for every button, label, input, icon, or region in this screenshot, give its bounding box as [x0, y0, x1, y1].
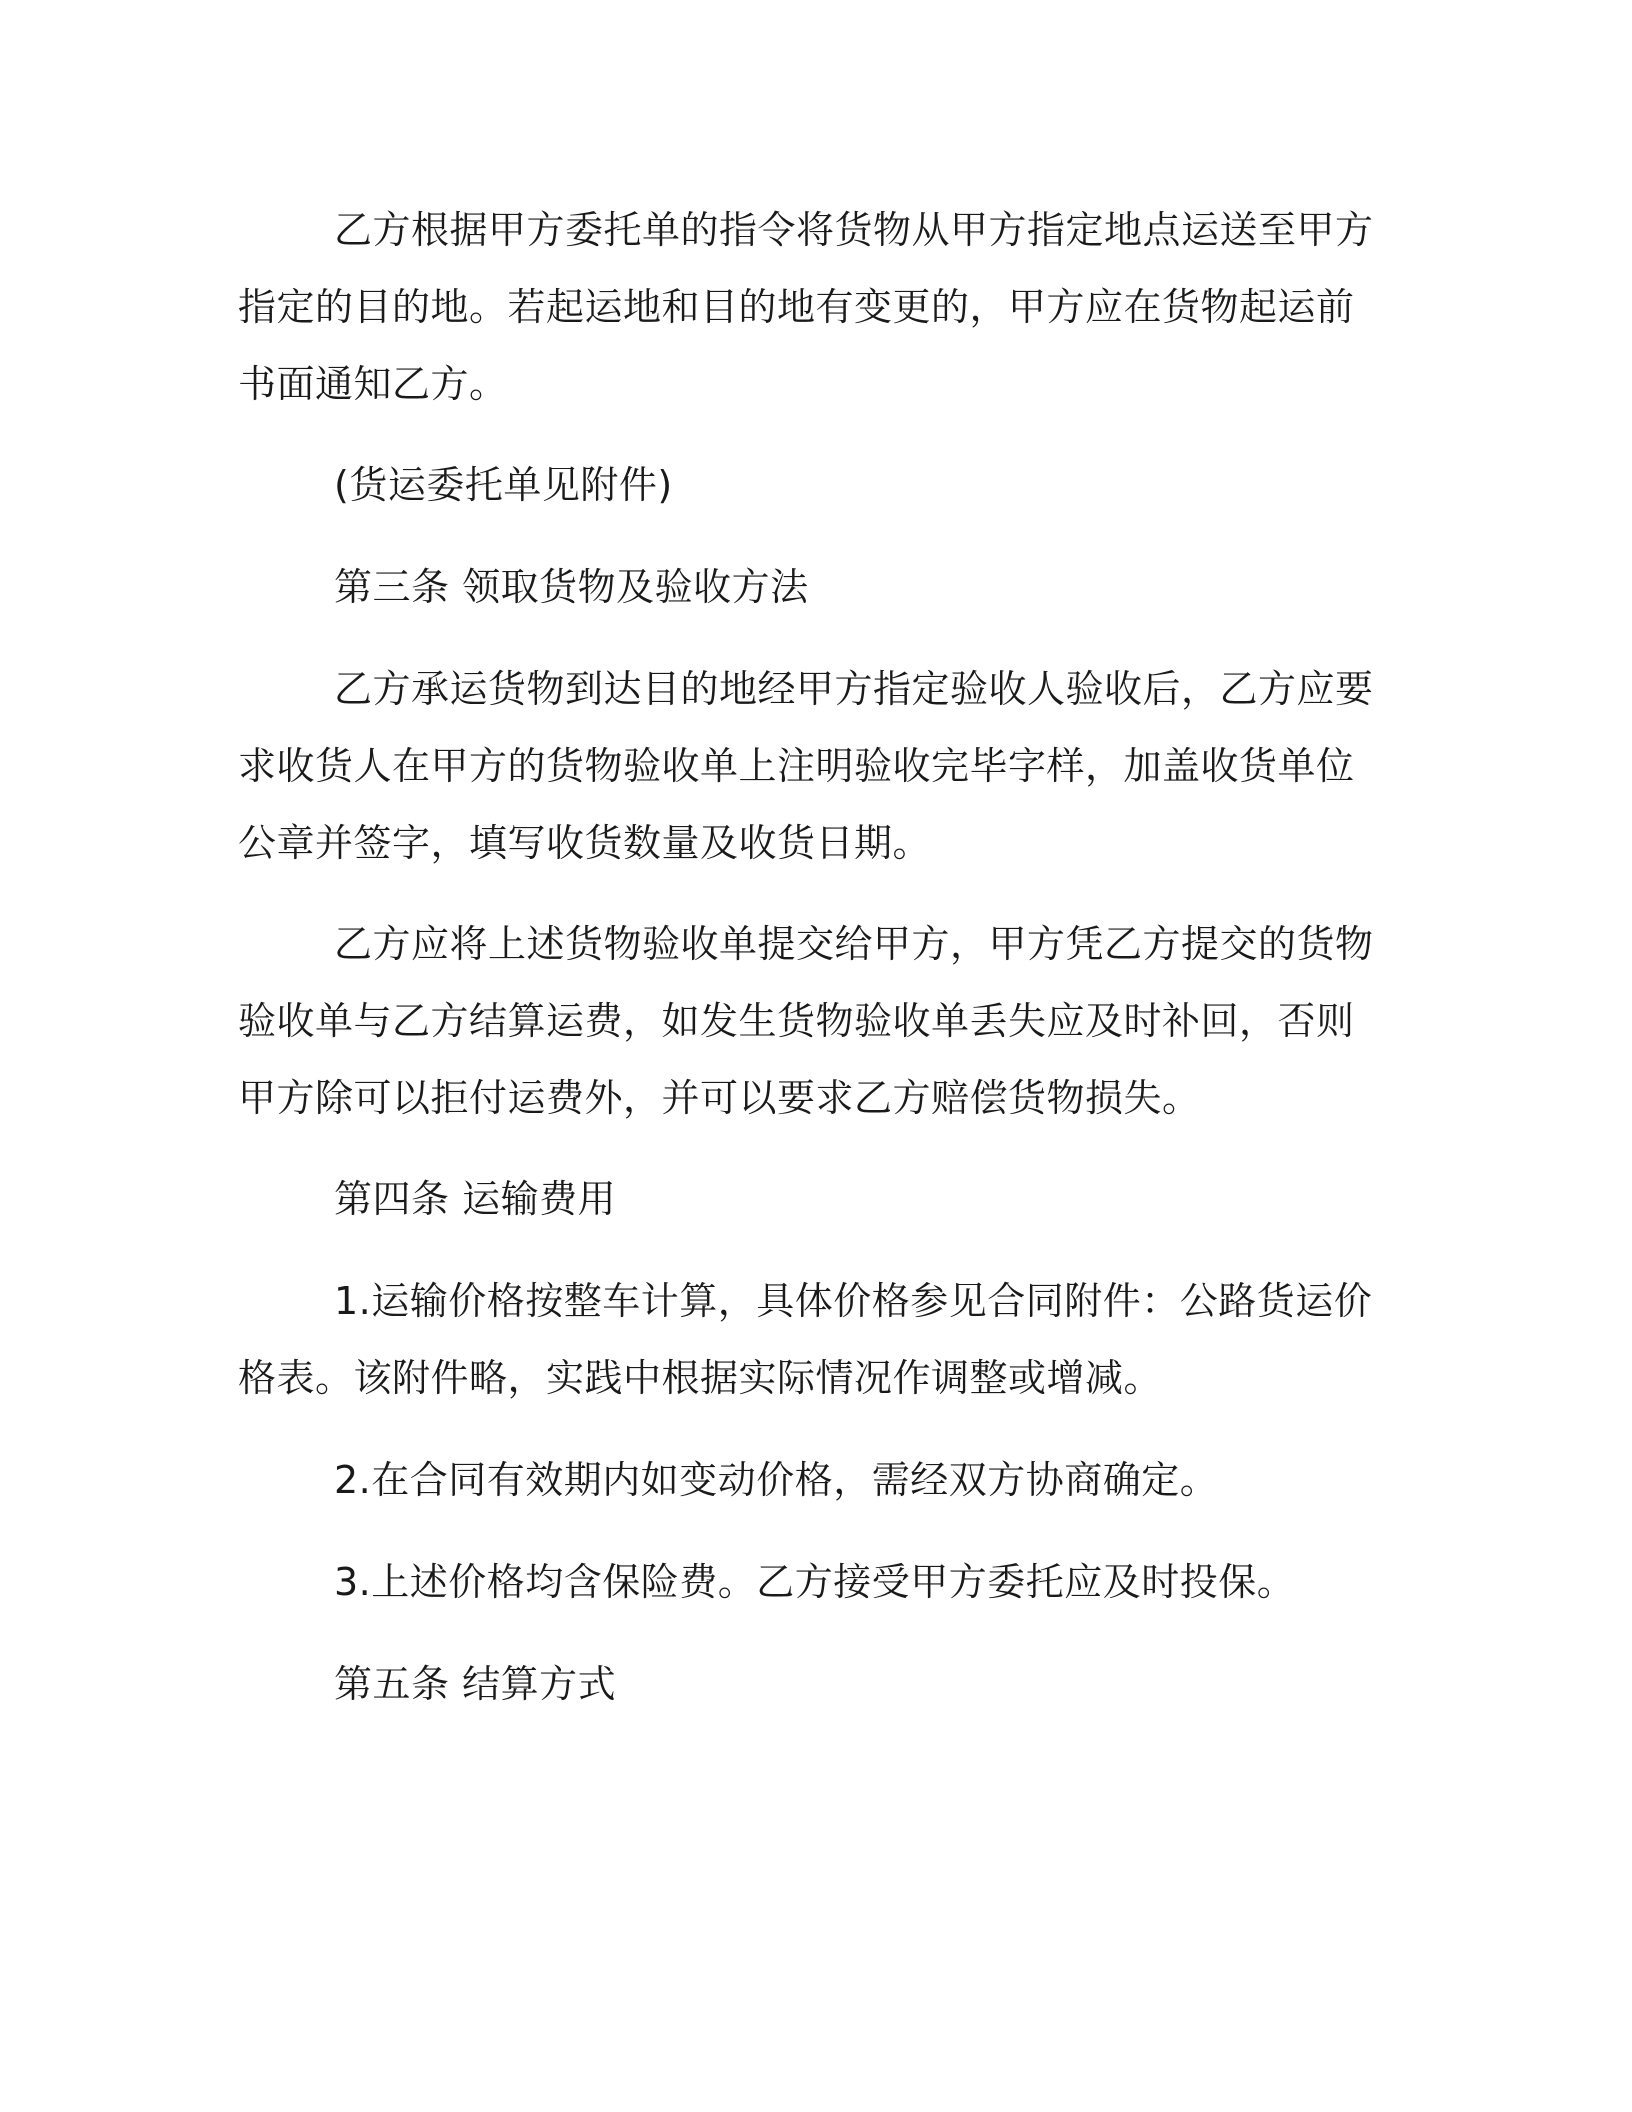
heading-article-4: 第四条 运输费用 — [334, 1177, 617, 1221]
paragraph-destination: 乙方根据甲方委托单的指令将货物从甲方指定地点运送至甲方指定的目的地。若起运地和目的地有变更的，甲方应在货物起运前书面通知乙方。 — [238, 208, 1374, 406]
heading-article-3: 第三条 领取货物及验收方法 — [334, 565, 809, 609]
paragraph-price-item-3: 3.上述价格均含保险费。乙方接受甲方委托应及时投保。 — [334, 1560, 1296, 1604]
paragraph-price-item-2: 2.在合同有效期内如变动价格，需经双方协商确定。 — [334, 1458, 1219, 1502]
document-page — [238, 192, 1380, 1748]
paragraph-receipt-submission: 乙方应将上述货物验收单提交给甲方，甲方凭乙方提交的货物验收单与乙方结算运费，如发生货物验收单丢失应及时补回，否则甲方除可以拒付运费外，并可以要求乙方赔偿货物损失。 — [238, 922, 1374, 1120]
paragraph-attachment-note: (货运委托单见附件) — [334, 463, 673, 507]
paragraph-acceptance: 乙方承运货物到达目的地经甲方指定验收人验收后，乙方应要求收货人在甲方的货物验收单上注明验收完毕字样，加盖收货单位公章并签字，填写收货数量及收货日期。 — [238, 667, 1374, 865]
heading-article-5: 第五条 结算方式 — [334, 1662, 617, 1706]
paragraph-price-item-1: 1.运输价格按整车计算，具体价格参见合同附件：公路货运价格表。该附件略，实践中根据实际情况作调整或增减。 — [238, 1279, 1373, 1400]
